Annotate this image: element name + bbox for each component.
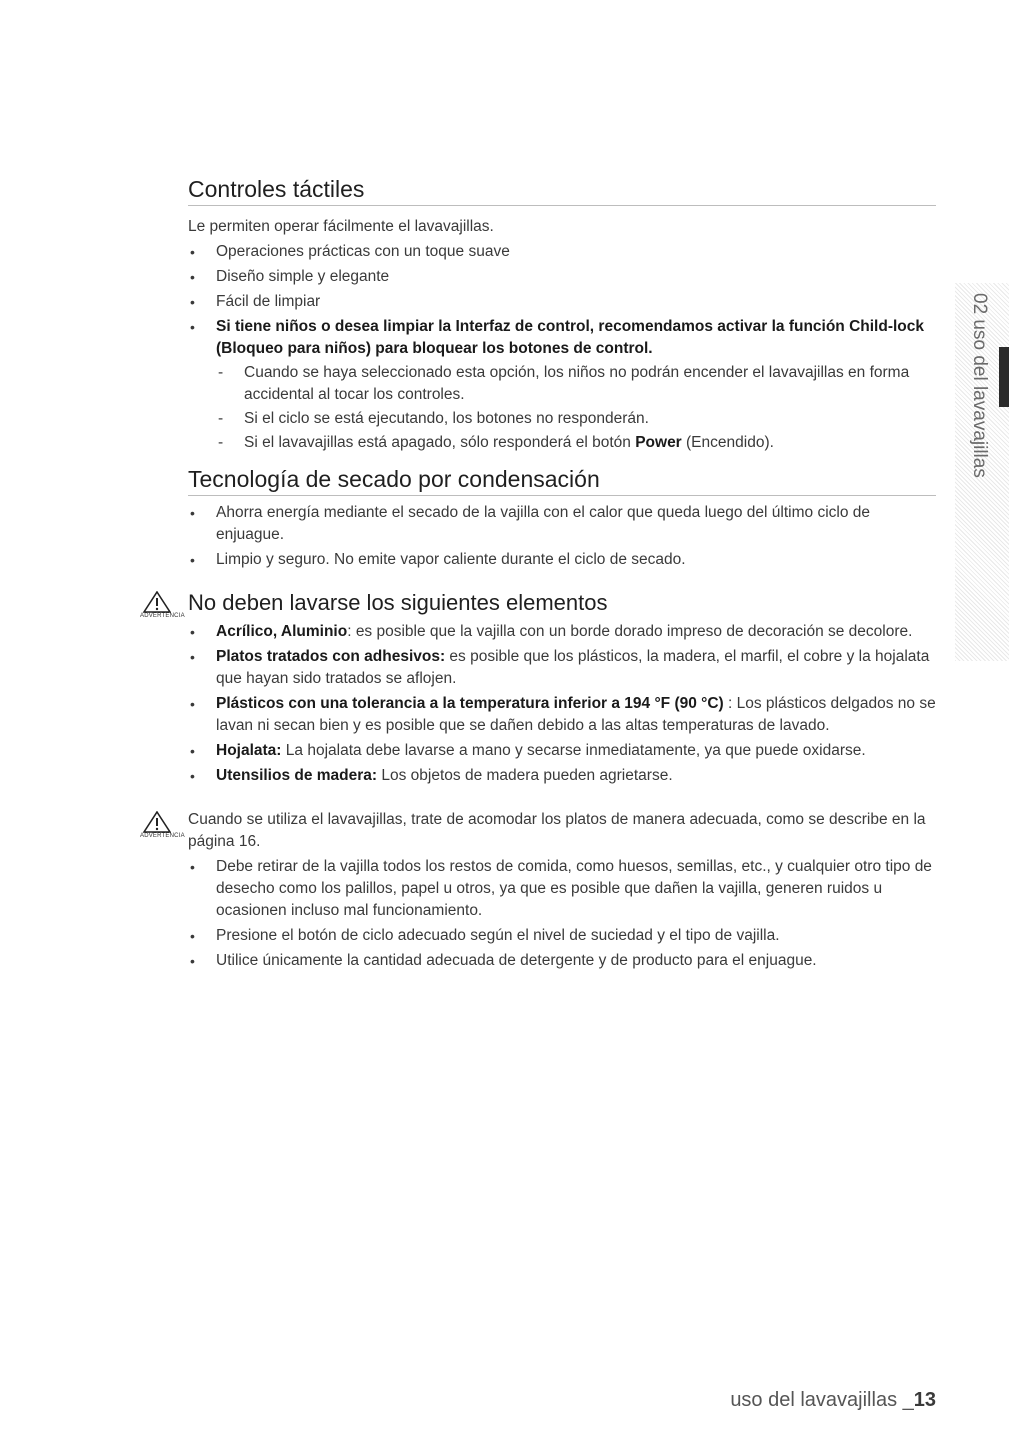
sub-list bbox=[216, 362, 936, 454]
side-chapter-tab bbox=[955, 283, 1009, 661]
warning-list bbox=[188, 621, 936, 787]
sub-list-item: - Si el ciclo se está ejecutando, los botones no responderán. bbox=[218, 410, 649, 427]
warning-triangle-icon bbox=[143, 591, 171, 613]
sub-list-item: - Si el lavavajillas está apagado, sólo responderá el botón Power (Encendido). bbox=[218, 434, 774, 451]
section-title-touch-controls: Controles táctiles bbox=[188, 174, 936, 206]
list-item: • Limpio y seguro. No emite vapor caliente durante el ciclo de secado. bbox=[188, 549, 936, 571]
bullet-list bbox=[188, 241, 936, 454]
warning-badge bbox=[140, 591, 185, 620]
bullet-icon: • bbox=[190, 294, 195, 310]
list-item: • Debe retirar de la vajilla todos los restos de comida, como huesos, semillas, etc., y cualquier otro tipo de desecho como los palillos, papel u otros, ya que es posible que dañen la vajilla, generen ruidos u ocasionen incluso mal funcionamiento. bbox=[190, 858, 932, 919]
bullet-icon: • bbox=[190, 743, 195, 759]
list-item: • Plásticos con una tolerancia a la temperatura inferior a 194 °F (90 °C) : Los plásticos delgados no se lavan ni secan bien y es posible que se dañen debido a las altas temperaturas de lavado. bbox=[190, 695, 936, 734]
bullet-icon: • bbox=[190, 624, 195, 640]
page-footer bbox=[730, 1389, 936, 1412]
bullet-icon: • bbox=[190, 859, 195, 875]
section-title-condensation: Tecnología de secado por condensación bbox=[188, 464, 936, 496]
warning-label: ADVERTENCIA bbox=[140, 613, 185, 619]
warning-note-text: Cuando se utiliza el lavavajillas, trate de acomodar los platos de manera adecuada, como se describe en la página 16. bbox=[188, 811, 926, 850]
warning-badge bbox=[140, 811, 185, 840]
list-item: • Diseño simple y elegante bbox=[188, 266, 936, 288]
list-item: • Utensilios de madera: Los objetos de madera pueden agrietarse. bbox=[188, 765, 936, 787]
bullet-icon: • bbox=[190, 649, 195, 665]
bullet-icon: • bbox=[190, 768, 195, 784]
bullet-list bbox=[188, 856, 936, 972]
bullet-icon: • bbox=[190, 696, 195, 712]
bullet-icon: • bbox=[190, 928, 195, 944]
list-item: • Platos tratados con adhesivos: es posible que los plásticos, la madera, el marfil, el cobre y la hojalata que hayan sido tratados se aflojen. bbox=[190, 648, 930, 687]
footer-text: uso del lavavajillas _ bbox=[730, 1389, 914, 1411]
warning-note bbox=[140, 809, 936, 853]
tab-marker bbox=[999, 347, 1009, 407]
bullet-icon: • bbox=[190, 319, 195, 335]
bullet-icon: • bbox=[190, 244, 195, 260]
list-item: • Si tiene niños o desea limpiar la Interfaz de control, recomendamos activar la función Child-lock (Bloqueo para niños) para bloquear los botones de control. - Cuando se haya seleccionado esta opción, los niños no podrán encender el lavavajillas en forma accidental al tocar los controles. - Si el ciclo se está ejecutando, los botones no responderán. - Si el lavavajillas está apagado, sólo responderá el botón Power (Encendido). bbox=[188, 316, 936, 454]
warning-label: ADVERTENCIA bbox=[140, 833, 185, 839]
list-item: • Operaciones prácticas con un toque suave bbox=[188, 241, 936, 263]
list-item: • Hojalata: La hojalata debe lavarse a mano y secarse inmediatamente, ya que puede oxidarse. bbox=[188, 740, 936, 762]
bullet-icon: • bbox=[190, 953, 195, 969]
list-item: • Utilice únicamente la cantidad adecuada de detergente y de producto para el enjuague. bbox=[188, 950, 936, 972]
list-item: • Ahorra energía mediante el secado de la vajilla con el calor que queda luego del último ciclo de enjuague. bbox=[190, 504, 870, 543]
main-content bbox=[140, 174, 936, 972]
section-intro: Le permiten operar fácilmente el lavavajillas. bbox=[188, 218, 494, 235]
bullet-icon: • bbox=[190, 505, 195, 521]
warning-heading bbox=[140, 589, 936, 619]
list-item: • Acrílico, Aluminio: es posible que la vajilla con un borde dorado impreso de decoración se decolore. bbox=[188, 621, 936, 643]
sub-list-item: - Cuando se haya seleccionado esta opción, los niños no podrán encender el lavavajillas en forma accidental al tocar los controles. bbox=[218, 364, 910, 403]
list-item: • Fácil de limpiar bbox=[188, 291, 936, 313]
page-number: 13 bbox=[913, 1389, 936, 1411]
warning-triangle-icon bbox=[143, 811, 171, 833]
warning-title: No deben lavarse los siguientes elementos bbox=[188, 590, 608, 615]
bullet-icon: • bbox=[190, 552, 195, 568]
bullet-icon: • bbox=[190, 269, 195, 285]
bullet-list bbox=[188, 502, 936, 571]
list-item: • Presione el botón de ciclo adecuado según el nivel de suciedad y el tipo de vajilla. bbox=[188, 925, 936, 947]
side-tab-label: 02 uso del lavavajillas bbox=[969, 293, 990, 478]
